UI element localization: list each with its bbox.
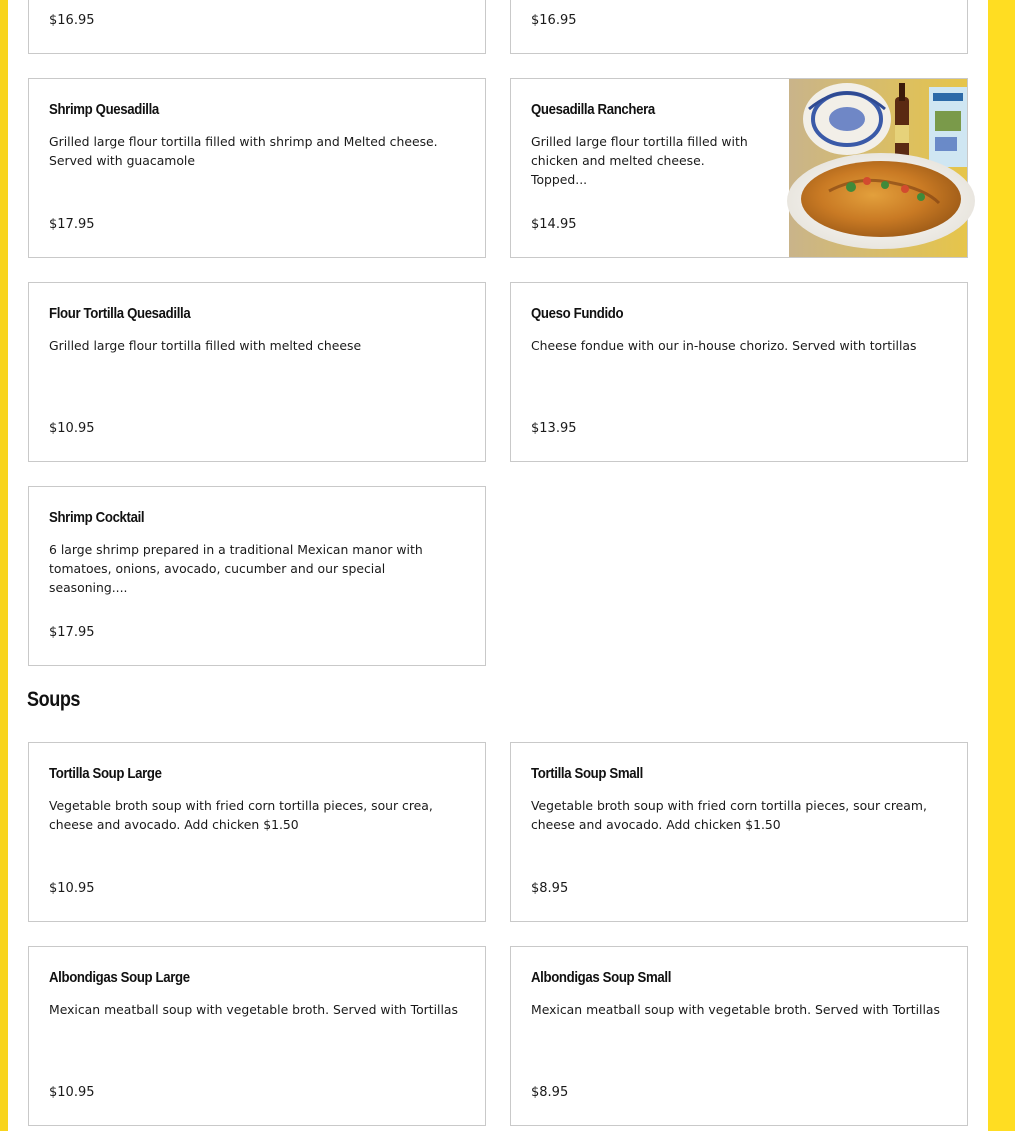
menu-item-card-albondigas-soup-small[interactable] — [510, 946, 968, 1126]
menu-item-name: Flour Tortilla Quesadilla — [49, 305, 191, 322]
menu-item-name: Shrimp Quesadilla — [49, 101, 159, 118]
menu-item-price: $16.95 — [49, 13, 95, 28]
section-title-soups: Soups — [27, 688, 81, 711]
menu-item-name: Queso Fundido — [531, 305, 624, 322]
menu-item-description: Grilled large flour tortilla filled with chicken and melted cheese. Topped... — [531, 134, 748, 187]
menu-item-description: Vegetable broth soup with fried corn tortilla pieces, sour cream, cheese and avocado. Add chicken $1.50 — [531, 798, 927, 832]
menu-item-price: $17.95 — [49, 217, 95, 232]
menu-item-price: $10.95 — [49, 421, 95, 436]
menu-item-price: $10.95 — [49, 881, 95, 896]
menu-item-description: 6 large shrimp prepared in a traditional Mexican manor with tomatoes, onions, avocado, cucumber and our special seasoning.... — [49, 542, 423, 595]
menu-item-description: Vegetable broth soup with fried corn tortilla pieces, sour crea, cheese and avocado. Add chicken $1.50 — [49, 798, 433, 832]
menu-item-price: $8.95 — [531, 881, 569, 896]
menu-item-card-quesadilla-ranchera[interactable] — [510, 78, 968, 258]
menu-item-price: $16.95 — [531, 13, 577, 28]
menu-item-name: Albondigas Soup Large — [49, 969, 190, 986]
menu-item-description: Grilled large flour tortilla filled with shrimp and Melted cheese. Served with guacamole — [49, 134, 438, 168]
menu-item-name: Shrimp Cocktail — [49, 509, 145, 526]
menu-item-price: $14.95 — [531, 217, 577, 232]
menu-item-price: $13.95 — [531, 421, 577, 436]
menu-item-name: Tortilla Soup Large — [49, 765, 162, 782]
menu-item-name: Quesadilla Ranchera — [531, 101, 655, 118]
menu-item-card-albondigas-soup-large[interactable] — [28, 946, 486, 1126]
menu-item-card-tortilla-soup-large[interactable] — [28, 742, 486, 922]
left-accent-stripe — [0, 0, 8, 1131]
menu-item-description: Cheese fondue with our in-house chorizo. Served with tortillas — [531, 338, 917, 353]
menu-item-card-tortilla-soup-small[interactable] — [510, 742, 968, 922]
menu-item-card-shrimp-cocktail[interactable] — [28, 486, 486, 666]
menu-item-card-shrimp-quesadilla[interactable] — [28, 78, 486, 258]
menu-item-description: Grilled large flour tortilla filled with melted cheese — [49, 338, 362, 353]
menu-item-name: Tortilla Soup Small — [531, 765, 643, 782]
menu-panel — [8, 0, 988, 1131]
menu-item-card-flour-tortilla-quesadilla[interactable] — [28, 282, 486, 462]
menu-item-name: Albondigas Soup Small — [531, 969, 672, 986]
quesadilla-plate-photo — [789, 79, 967, 257]
menu-item-description: Mexican meatball soup with vegetable broth. Served with Tortillas — [531, 1002, 940, 1017]
menu-item-price: $10.95 — [49, 1085, 95, 1100]
menu-item-price: $8.95 — [531, 1085, 569, 1100]
menu-item-description: Mexican meatball soup with vegetable broth. Served with Tortillas — [49, 1002, 458, 1017]
menu-item-price: $17.95 — [49, 625, 95, 640]
right-accent-stripe — [988, 0, 1015, 1131]
menu-item-card-queso-fundido[interactable] — [510, 282, 968, 462]
menu-item-card[interactable] — [510, 0, 968, 54]
menu-item-card[interactable] — [28, 0, 486, 54]
